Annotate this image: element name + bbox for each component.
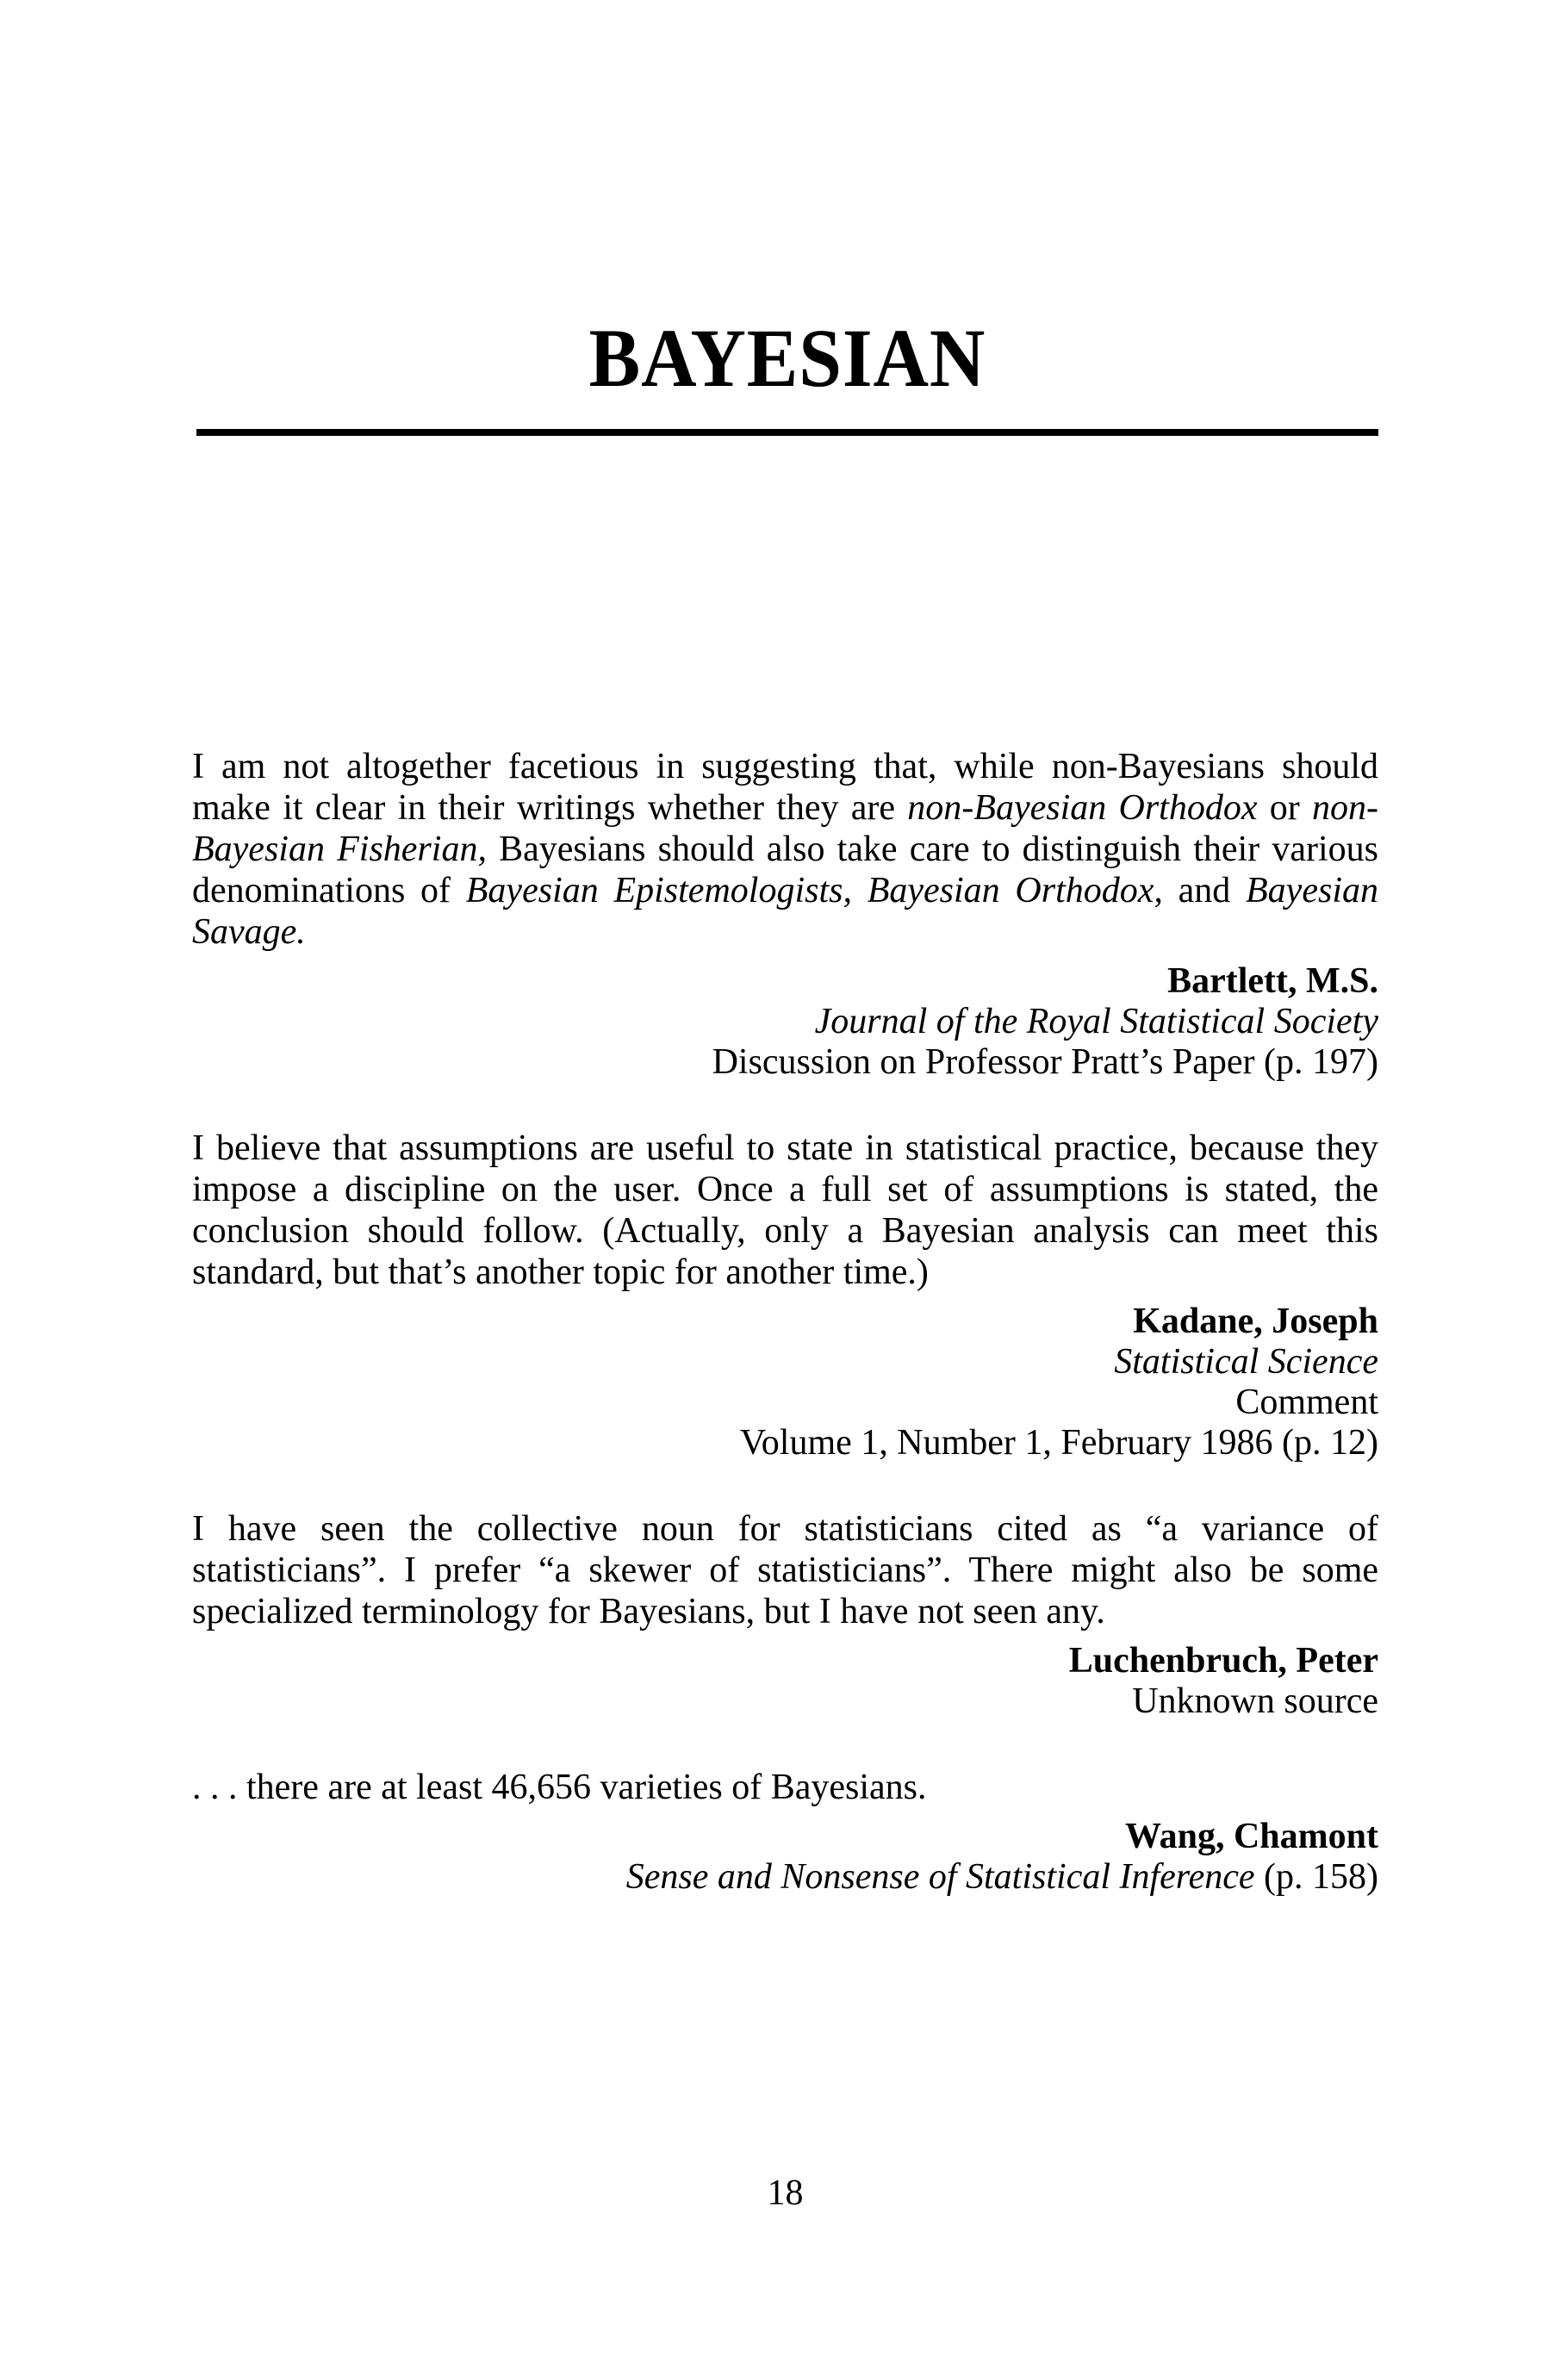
quote-text: I am not altogether facetious in suggesting that, while non-Bayesians should make it clear in their writings whether they are non-Bayesian Orthodox or non-Bayesian Fisherian, Bayesians should also take care to distinguish their various denominations of Bayesian Epistemologists, Bayesian Orthodox, and Bayesian Savage. [192, 747, 1378, 952]
quote-text: I believe that assumptions are useful to state in statistical practice, because they impose a discipline on the user. Once a full set of assumptions is stated, the conclusion should follow. (Actually, only a Bayesian analysis can meet this standard, but that’s another topic for another time.) [192, 1128, 1378, 1292]
page-number: 18 [767, 2173, 804, 2213]
attribution-line: Volume 1, Number 1, February 1986 (p. 12) [739, 1423, 1378, 1463]
attribution-line: Sense and Nonsense of Statistical Inference (p. 158) [625, 1857, 1378, 1897]
attribution-line: Journal of the Royal Statistical Society [814, 1002, 1378, 1041]
attribution-line: Comment [1235, 1383, 1378, 1422]
attribution-line: Discussion on Professor Pratt’s Paper (p. 197) [712, 1042, 1378, 1082]
quote-attribution [192, 1817, 1378, 1898]
quote-attribution [192, 1302, 1378, 1463]
quote-block-4 [192, 1767, 1378, 1898]
attribution-line: Statistical Science [1114, 1342, 1378, 1382]
quote-attribution [192, 1641, 1378, 1722]
attribution-line: Unknown source [1132, 1681, 1378, 1721]
quote-block-3 [192, 1508, 1378, 1722]
quote-block-1 [192, 746, 1378, 1083]
quote-text: . . . there are at least 46,656 varieties of Bayesians. [192, 1768, 927, 1807]
quotes-section [192, 746, 1378, 1942]
quote-text: I have seen the collective noun for statisticians cited as “a variance of statisticians”. I prefer “a skewer of statisticians”. There might also be some specialized terminology for Bayesians, but I have not seen any. [192, 1509, 1378, 1631]
page-title: BAYESIAN [588, 312, 986, 404]
quote-attribution [192, 961, 1378, 1083]
attribution-line: Wang, Chamont [1124, 1817, 1378, 1856]
quote-block-2 [192, 1128, 1378, 1463]
attribution-line: Bartlett, M.S. [1167, 961, 1378, 1001]
attribution-line: Kadane, Joseph [1133, 1302, 1378, 1341]
title-rule [196, 429, 1378, 436]
attribution-line: Luchenbruch, Peter [1068, 1641, 1378, 1681]
